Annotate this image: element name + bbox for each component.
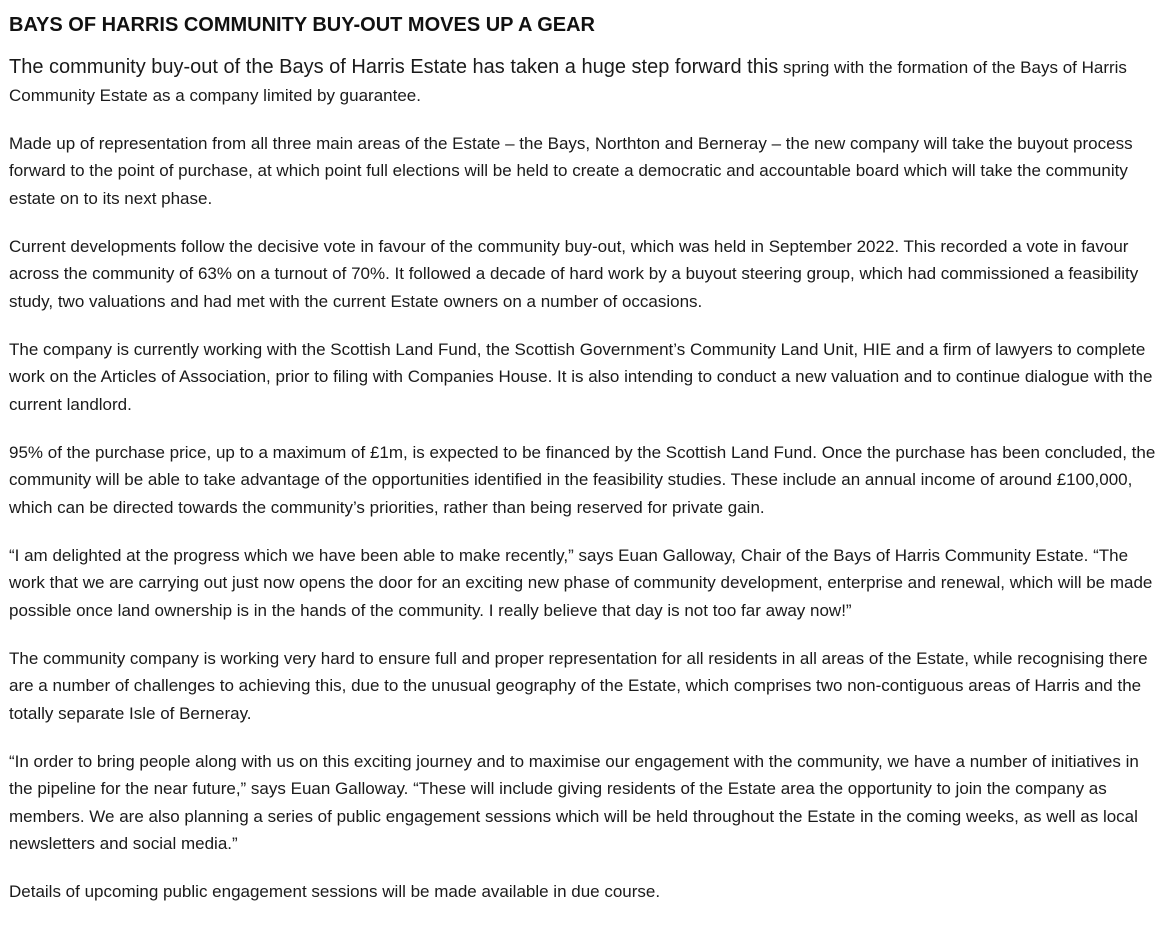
paragraph-funding: 95% of the purchase price, up to a maximum of £1m, is expected to be financed by the Scottish Land Fund. Once the purchase has been concluded, the community will be able to take advantage of the opportunities identified in the feasibility studies. These include an annual income of around £100,000, which can be directed towards the community’s priorities, rather than being reserved for private gain. (9, 442, 1156, 517)
lead-rest-text: spring with the formation of the Bays of Harris Community Estate as a company limited by guarantee. (9, 58, 1127, 105)
paragraph-vote: Current developments follow the decisive vote in favour of the community buy-out, which was held in September 2022. This recorded a vote in favour across the community of 63% on a turnout of 70%. It followed a decade of hard work by a buyout steering group, which had commissioned a feasibility study, two valuations and had met with the current Estate owners on a number of occasions. (9, 236, 1139, 311)
paragraph-representation: Made up of representation from all three main areas of the Estate – the Bays, Northton and Berneray – the new company will take the buyout process forward to the point of purchase, at which point full elections will be held to create a democratic and accountable board which will take the community estate on to its next phase. (9, 133, 1133, 208)
article-headline: BAYS OF HARRIS COMMUNITY BUY-OUT MOVES UP A GEAR (9, 14, 595, 36)
paragraph-sessions: Details of upcoming public engagement sessions will be made available in due course. (9, 882, 661, 901)
paragraph-geography: The community company is working very hard to ensure full and proper representation for all residents in all areas of the Estate, while recognising there are a number of challenges to achieving this, due to the unusual geography of the Estate, which comprises two non-contiguous areas of Harris and the totally separate Isle of Berneray. (9, 648, 1148, 723)
lead-large-text: The community buy-out of the Bays of Harris Estate has taken a huge step forward this (9, 56, 779, 78)
paragraph-engagement-quote: “In order to bring people along with us on this exciting journey and to maximise our engagement with the community, we have a number of initiatives in the pipeline for the near future,” says Euan Galloway. “These will include giving residents of the Estate area the opportunity to join the company as members. We are also planning a series of public engagement sessions which will be held throughout the Estate in the coming weeks, as well as local newsletters and social media.” (9, 751, 1139, 853)
lead-paragraph (9, 54, 1164, 109)
paragraph-company-work: The company is currently working with the Scottish Land Fund, the Scottish Government’s Community Land Unit, HIE and a firm of lawyers to complete work on the Articles of Association, prior to filing with Companies House. It is also intending to conduct a new valuation and to continue dialogue with the current landlord. (9, 339, 1153, 414)
paragraph-chair-quote: “I am delighted at the progress which we have been able to make recently,” says Euan Galloway, Chair of the Bays of Harris Community Estate. “The work that we are carrying out just now opens the door for an exciting new phase of community development, enterprise and renewal, which will be made possible once land ownership is in the hands of the community. I really believe that day is not too far away now!” (9, 545, 1153, 620)
